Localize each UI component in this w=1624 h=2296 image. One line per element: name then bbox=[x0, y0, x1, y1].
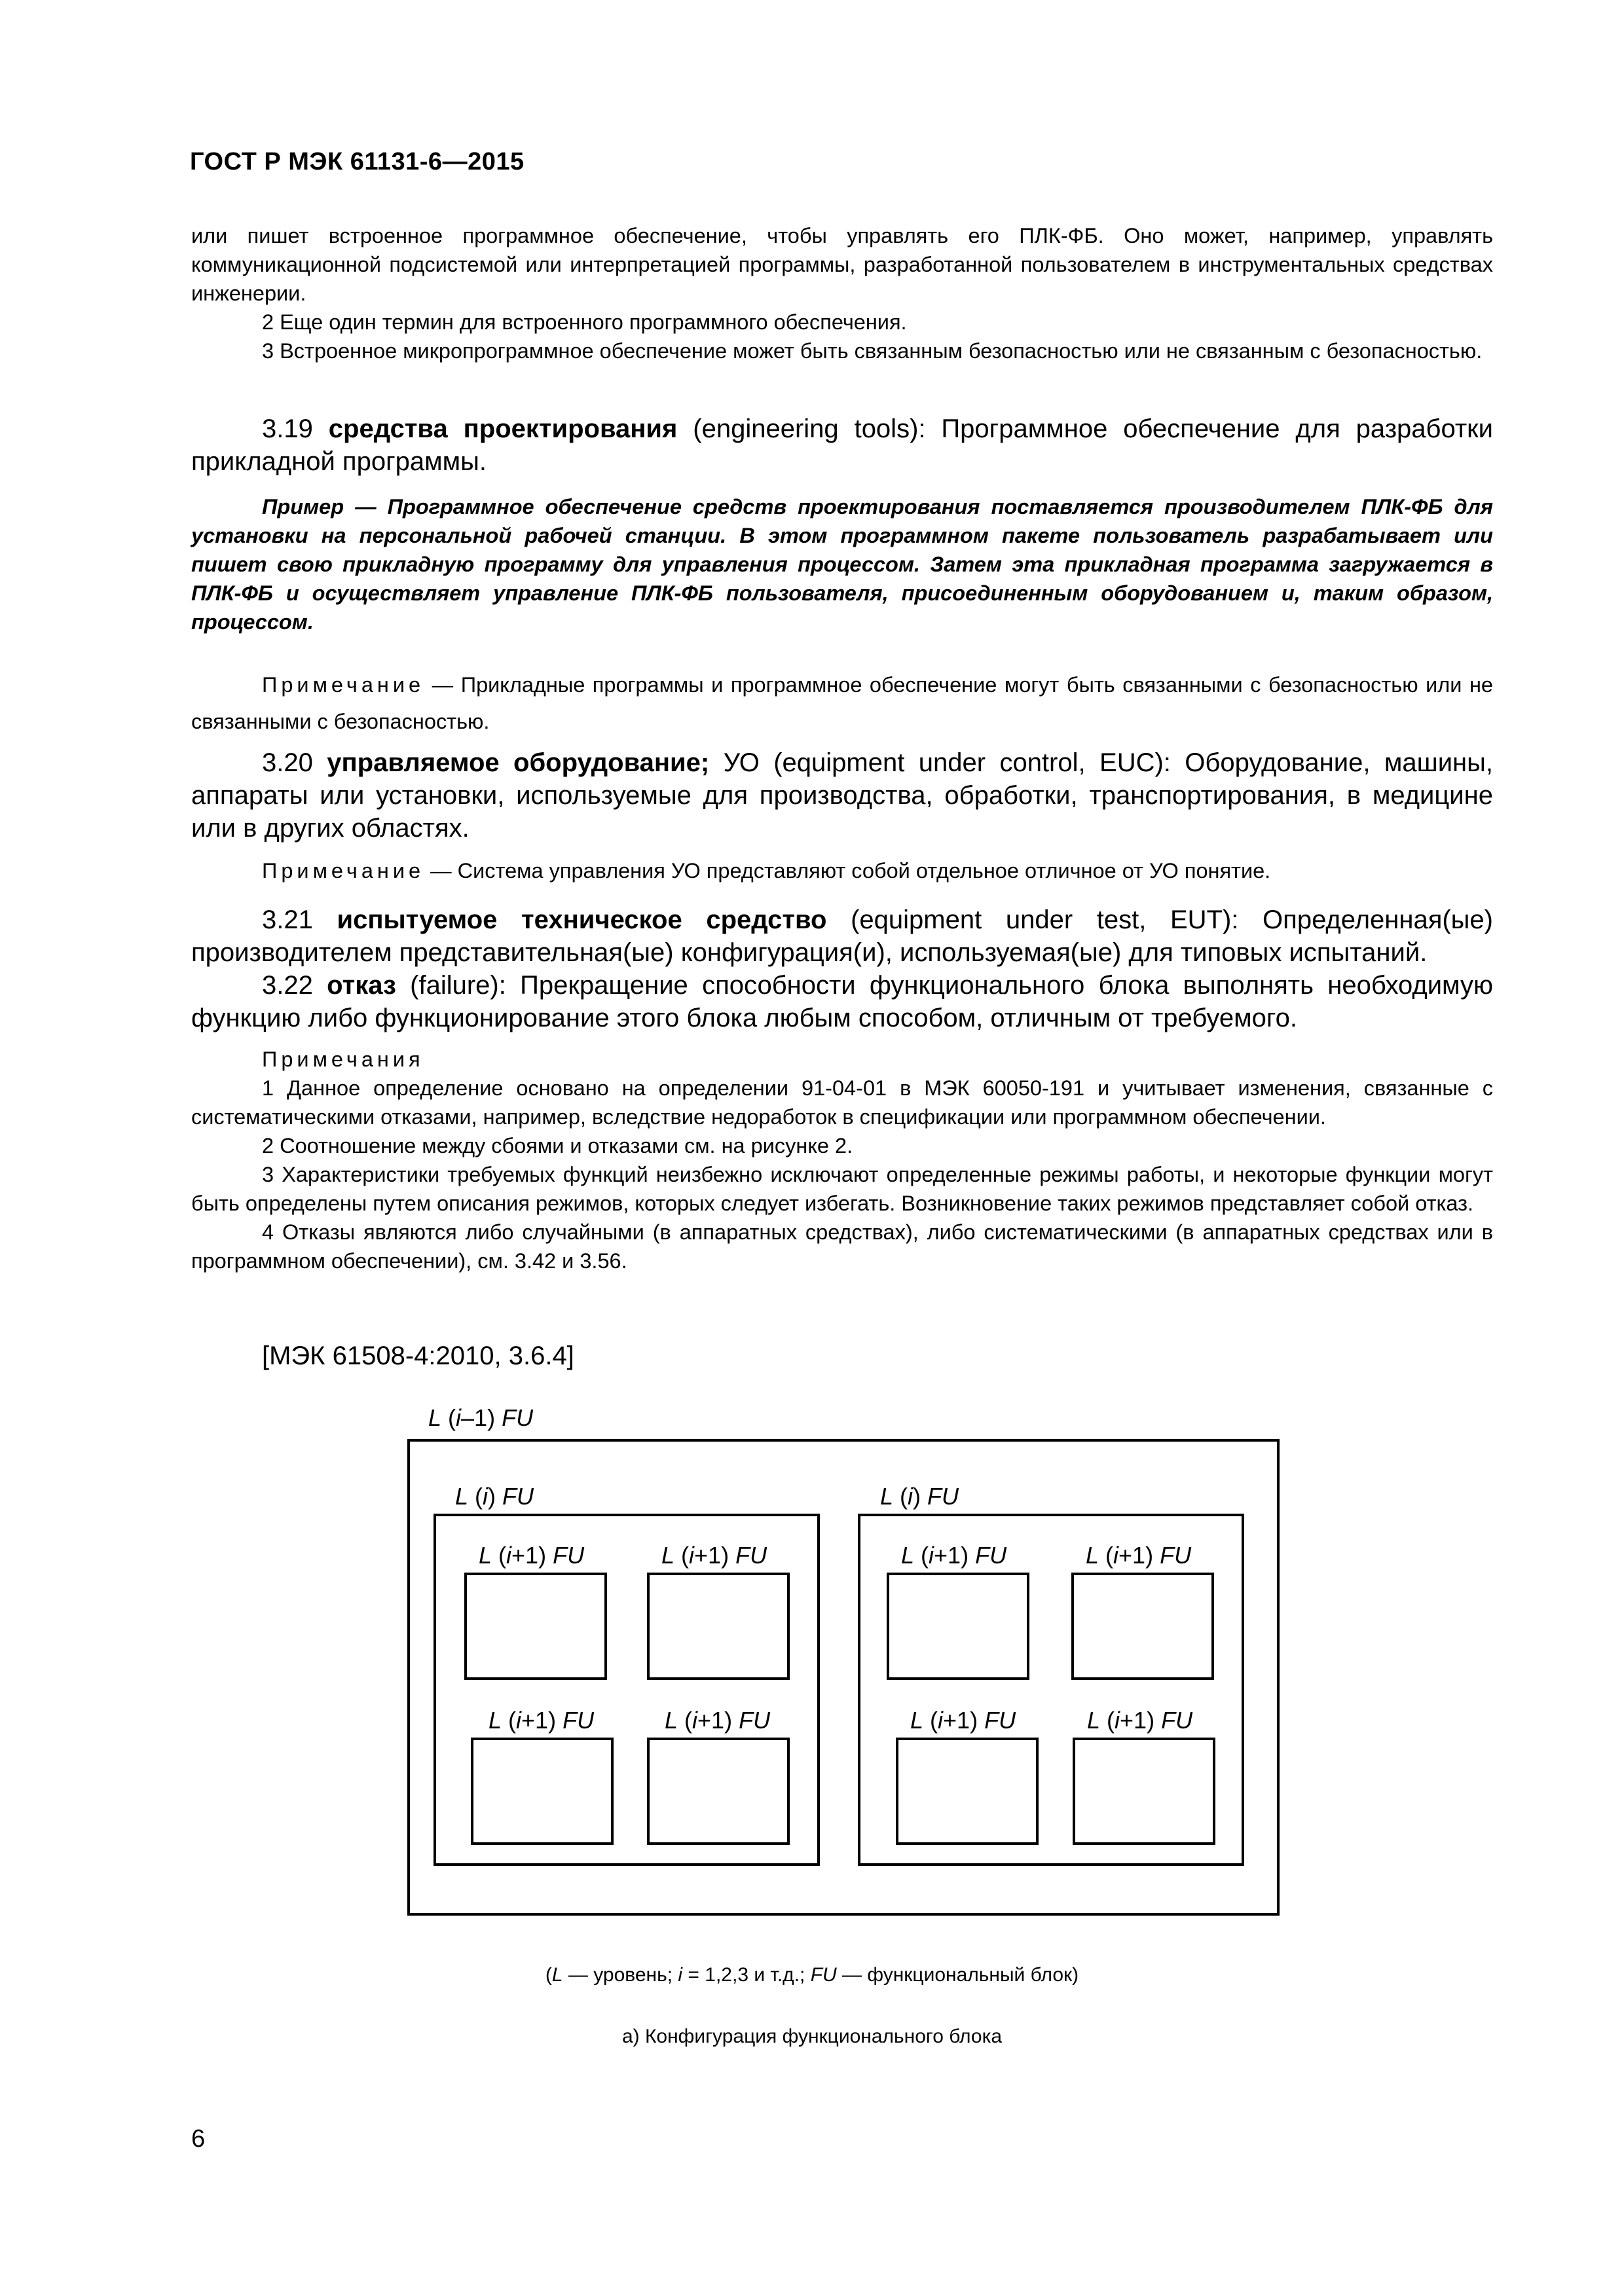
term-definition: УО (equipment under control, EUC): Оборудование, машины, аппараты или установки, используемые для производства, обработки, транспортирования, в медицине или в других областях. bbox=[191, 748, 1494, 843]
note-label: Примечание bbox=[262, 673, 425, 697]
page-number: 6 bbox=[191, 2125, 206, 2153]
figure-caption: а) Конфигурация функционального блока bbox=[621, 2026, 1003, 2047]
term-number: 3.21 bbox=[262, 905, 313, 934]
sub-block-frame bbox=[1073, 1574, 1213, 1679]
sub-block-label: L (i+1) FU bbox=[489, 1707, 595, 1734]
reference: [МЭК 61508-4:2010, 3.6.4] bbox=[262, 1341, 574, 1370]
document-header: ГОСТ Р МЭК 61131-6—2015 bbox=[190, 148, 525, 175]
term-name: отказ bbox=[327, 971, 396, 1000]
note-text: — Система управления УО представляют собой отдельное отличное от УО понятие. bbox=[424, 859, 1271, 883]
term-name: управляемое оборудование; bbox=[327, 748, 710, 777]
term-number: 3.22 bbox=[262, 971, 313, 1000]
sub-block-label: L (i+1) FU bbox=[665, 1707, 771, 1734]
sub-block-label: L (i+1) FU bbox=[1087, 1707, 1193, 1734]
sub-block-label: L (i+1) FU bbox=[901, 1542, 1007, 1569]
term-number: 3.19 bbox=[262, 414, 313, 443]
term-name: средства проектирования bbox=[328, 414, 678, 443]
sub-block-frame bbox=[648, 1739, 788, 1844]
term-name: испытуемое техническое средство bbox=[337, 905, 827, 934]
figure-legend: (L — уровень; i = 1,2,3 и т.д.; FU — функциональный блок) bbox=[545, 1964, 1079, 1986]
note-2: 2 Еще один термин для встроенного программного обеспечения. bbox=[262, 310, 907, 334]
paragraph-text: или пишет встроенное программное обеспечение, чтобы управлять его ПЛК-ФБ. Оно может, например, управлять коммуникационной подсистемой или интерпретацией программы, разработанной пользователем в инструментальных средствах инженерии. bbox=[191, 224, 1493, 305]
notes-label: Примечания bbox=[262, 1048, 424, 1071]
note-4: 4 Отказы являются либо случайными (в аппаратных средствах), либо систематическими (в аппаратных средствах или в программном обеспечении), см. 3.42 и 3.56. bbox=[191, 1220, 1493, 1273]
note-1: 1 Данное определение основано на определении 91-04-01 в МЭК 60050-191 и учитывает изменения, связанные с систематическими отказами, например, вследствие недоработок в спецификации или программном обеспечении. bbox=[191, 1076, 1493, 1129]
note-3: 3 Характеристики требуемых функций неизбежно исключают определенные режимы работы, и некоторые функции могут быть определены путем описания режимов, которых следует избегать. Возникновение таких режимов представляет собой отказ. bbox=[191, 1163, 1493, 1215]
sub-block-label: L (i+1) FU bbox=[1086, 1542, 1192, 1569]
example-3-19: Пример — Программное обеспечение средств проектирования поставляется производителем ПЛК-ФБ для установки на персональной рабочей станции. В этом программном пакете пользователь разрабатывает или пишет свою прикладную программу для управления процессом. Затем эта прикладная программа загружается в ПЛК-ФБ и осуществляет управление ПЛК-ФБ пользователя, присоединенным оборудованием и, таким образом, процессом. bbox=[191, 495, 1493, 634]
sub-block-label: L (i+1) FU bbox=[661, 1542, 767, 1569]
sub-block-frame bbox=[466, 1574, 606, 1679]
sub-block-frame bbox=[1074, 1739, 1214, 1844]
note-3: 3 Встроенное микропрограммное обеспечение может быть связанным безопасностью или не связанным с безопасностью. bbox=[262, 339, 1483, 363]
term-definition: (failure): Прекращение способности функционального блока выполнять необходимую функцию либо функционирование этого блока любым способом, отличным от требуемого. bbox=[191, 971, 1493, 1032]
sub-block-frame bbox=[888, 1574, 1028, 1679]
term-definition: (engineering tools): Программное обеспечение для разработки прикладной программы. bbox=[191, 414, 1493, 476]
right-block-label: L (i) FU bbox=[880, 1483, 959, 1510]
term-number: 3.20 bbox=[262, 748, 313, 777]
sub-block-label: L (i+1) FU bbox=[479, 1542, 585, 1569]
left-block-label: L (i) FU bbox=[455, 1483, 534, 1510]
note-label: Примечание bbox=[262, 859, 425, 883]
outer-block-label: L (i–1) FU bbox=[428, 1404, 534, 1431]
note-text: — Прикладные программы и программное обеспечение могут быть связанными с безопасностью или не связанными с безопасностью. bbox=[191, 673, 1493, 733]
sub-block-frame bbox=[897, 1739, 1037, 1844]
note-2: 2 Соотношение между сбоями и отказами см. на рисунке 2. bbox=[262, 1134, 853, 1157]
term-definition: (equipment under test, EUT): Определенная(ые) производителем представительная(ые) конфигурация(и), используемая(ые) для типовых испытаний. bbox=[191, 905, 1493, 967]
sub-block-label: L (i+1) FU bbox=[910, 1707, 1016, 1734]
sub-block-labels bbox=[479, 1542, 1193, 1734]
sub-block-frame bbox=[472, 1739, 612, 1844]
sub-block-frame bbox=[648, 1574, 788, 1679]
